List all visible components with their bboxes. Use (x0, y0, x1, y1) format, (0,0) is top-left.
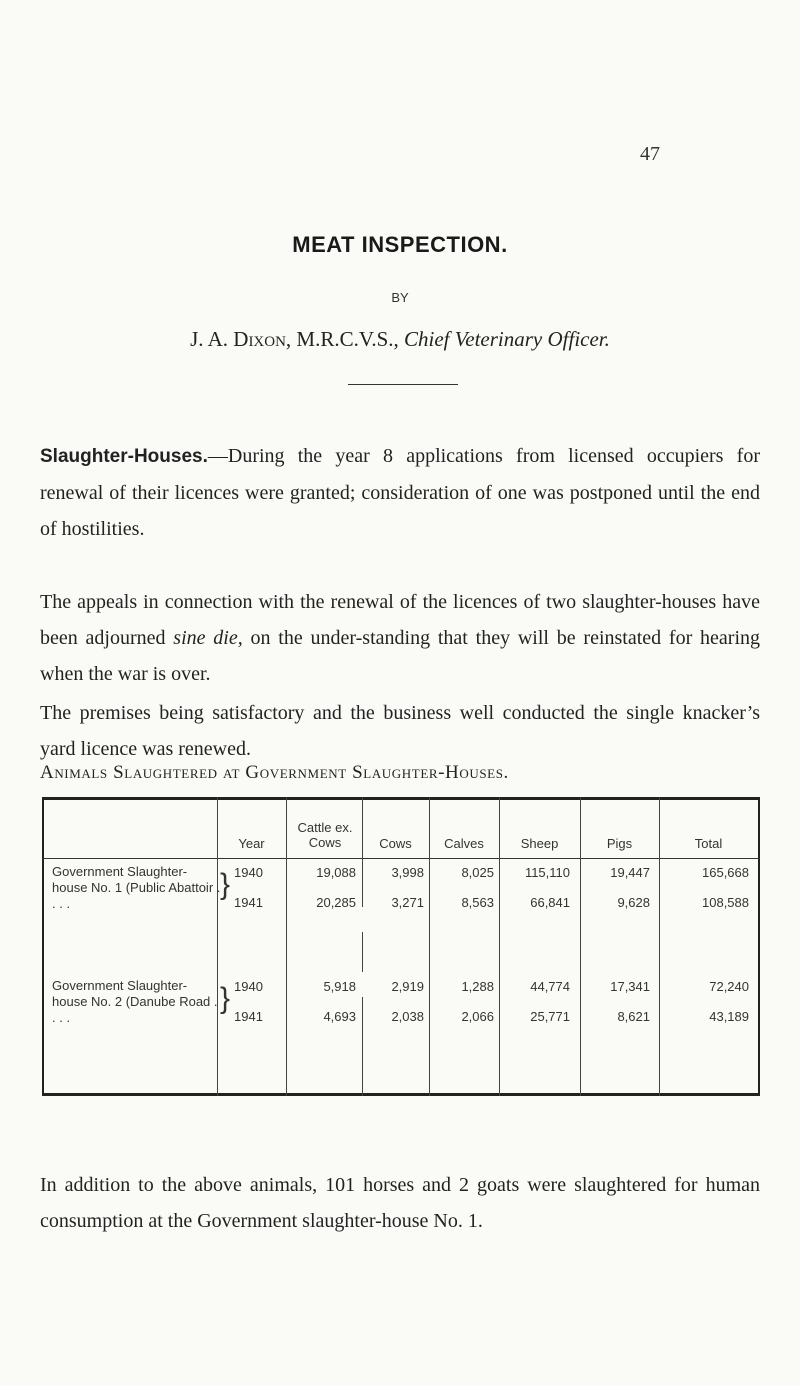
row-brace: } (220, 868, 231, 901)
cell-calves: 2,066 (461, 1009, 494, 1024)
cell-year: 1940 (234, 979, 263, 994)
author-line (0, 327, 800, 352)
row-brace: } (220, 982, 231, 1015)
header-pigs: Pigs (606, 836, 633, 851)
header-calves: Calves (444, 836, 484, 851)
table-column-divider (286, 797, 287, 1096)
paragraph-knacker-yard: The premises being satisfactory and the business well conducted the single knacker’s yard licence was renewed. (40, 702, 760, 760)
paragraph-additional-animals: In addition to the above animals, 101 horses and 2 goats were slaughtered for human consumption at the Government slaughter-house No. 1. (40, 1174, 760, 1232)
cell-total: 165,668 (702, 865, 749, 880)
paragraph-text-after: on the under-standing that they will be reinstated for hearing when the war is over. (40, 627, 760, 685)
cell-cows: 3,271 (391, 895, 424, 910)
slaughter-table (42, 797, 760, 1097)
cell-cattle: 5,918 (323, 979, 356, 994)
cell-pigs: 17,341 (610, 979, 650, 994)
cell-pigs: 19,447 (610, 865, 650, 880)
cell-pigs: 8,621 (617, 1009, 650, 1024)
paragraph-slaughter-houses (40, 438, 760, 547)
cell-total: 108,588 (702, 895, 749, 910)
cell-calves: 8,025 (461, 865, 494, 880)
cell-cows: 3,998 (391, 865, 424, 880)
table-heading: Animals Slaughtered at Government Slaughter-Houses. (40, 762, 509, 783)
paragraph-latin-phrase: sine die, (173, 627, 243, 649)
header-cattle: Cattle ex. Cows (297, 820, 353, 850)
paragraph-text-before: The appeals in connection with the renewal of the licences of two slaughter-houses have been adjourned (40, 591, 760, 649)
row-label-slaughter-house-2: Government Slaughter-house No. 2 (Danube Road . . . . (52, 978, 218, 1025)
section-divider (348, 384, 458, 385)
cell-sheep: 66,841 (530, 895, 570, 910)
cell-sheep: 115,110 (524, 865, 570, 880)
paragraph-body: —During the year 8 applications from licensed occupiers for renewal of their licences were granted; consideration of one was postponed until the end of hostilities. (40, 445, 760, 540)
table-border-left (42, 797, 44, 1096)
byline-by: BY (391, 290, 409, 305)
table-header-separator (42, 858, 760, 859)
header-total: Total (694, 836, 723, 851)
cell-sheep: 25,771 (530, 1009, 570, 1024)
header-sheep: Sheep (520, 836, 559, 851)
cell-total: 43,189 (709, 1009, 749, 1024)
author-name: J. A. Dixon, M.R.C.V.S., (190, 327, 399, 351)
page-number: 47 (640, 143, 660, 165)
table-column-divider (362, 797, 363, 907)
paragraph-appeals (40, 584, 760, 692)
cell-cattle: 20,285 (316, 895, 356, 910)
row-label-slaughter-house-1: Government Slaughter-house No. 1 (Public Abattoir . . . . (52, 864, 221, 911)
cell-cows: 2,038 (391, 1009, 424, 1024)
cell-year: 1941 (234, 895, 263, 910)
cell-cattle: 4,693 (323, 1009, 356, 1024)
cell-year: 1941 (234, 1009, 263, 1024)
cell-pigs: 9,628 (617, 895, 650, 910)
author-role: Chief Veterinary Officer. (404, 327, 610, 351)
cell-calves: 1,288 (461, 979, 494, 994)
table-border-bottom (42, 1093, 760, 1096)
header-cows: Cows (379, 836, 412, 851)
cell-calves: 8,563 (461, 895, 494, 910)
paragraph-lead: Slaughter-Houses. (40, 446, 208, 467)
cell-year: 1940 (234, 865, 263, 880)
table-border-right (758, 797, 760, 1096)
page-title: MEAT INSPECTION. (292, 232, 508, 257)
cell-cattle: 19,088 (316, 865, 356, 880)
cell-sheep: 44,774 (530, 979, 570, 994)
table-border-top (42, 797, 760, 800)
cell-total: 72,240 (709, 979, 749, 994)
table-column-divider (362, 932, 363, 972)
header-year: Year (238, 836, 265, 851)
cell-cows: 2,919 (391, 979, 424, 994)
